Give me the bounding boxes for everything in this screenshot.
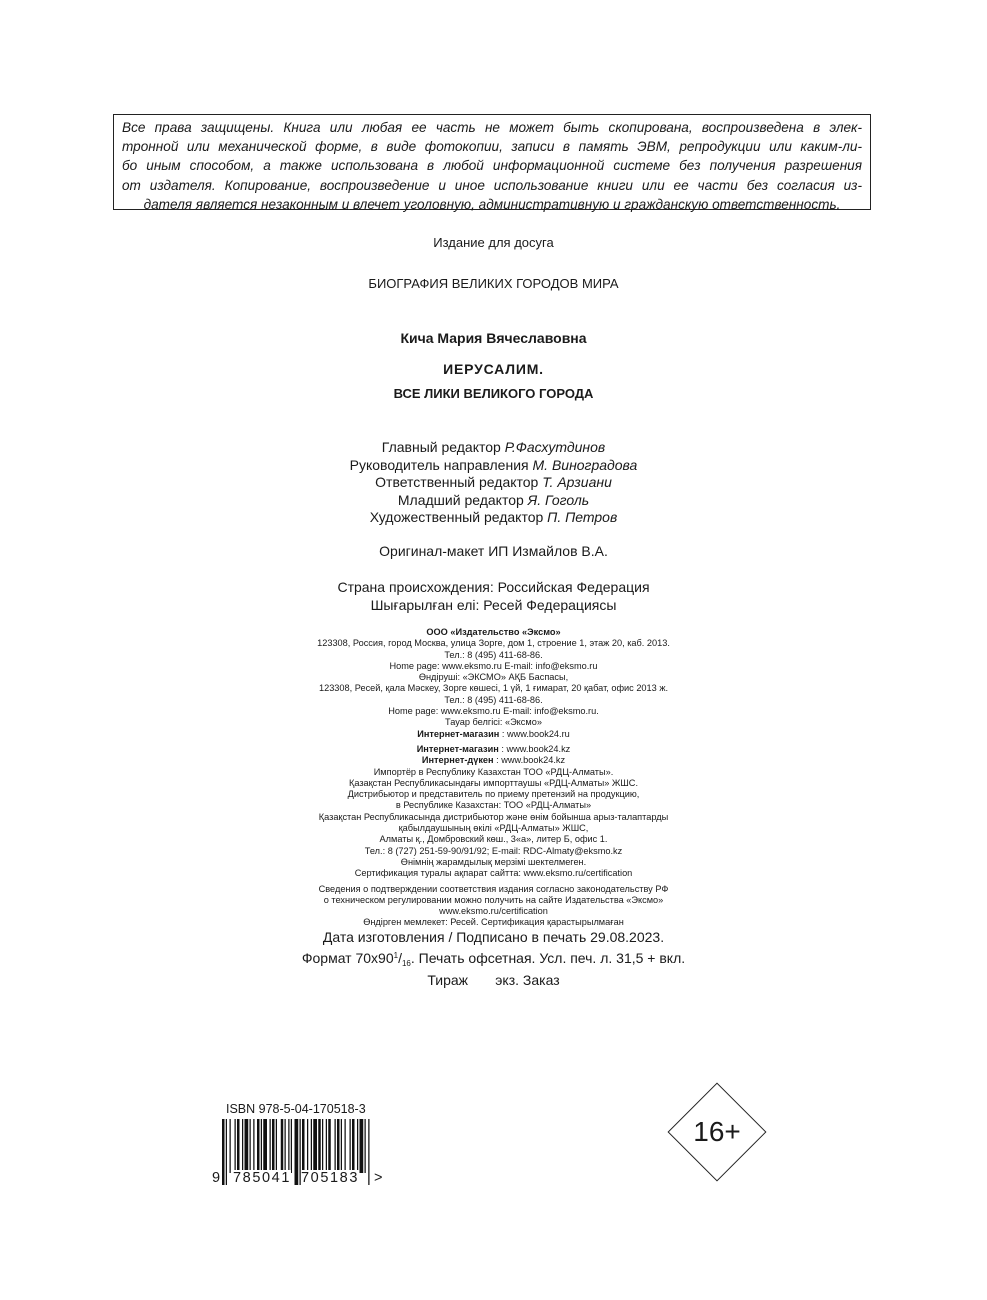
barcode-bar <box>291 1119 292 1173</box>
barcode-bar <box>288 1119 289 1173</box>
rights-notice-line: дателя является незаконным и влечет уголовную, административную и гражданскую ответственность. <box>143 196 841 212</box>
credit-role: Младший редактор <box>397 491 524 508</box>
barcode-bar <box>302 1119 305 1173</box>
importer-line: Импортёр в Республику Казахстан ТОО «РДЦ-Алматы». <box>373 766 614 777</box>
print-date: Дата изготовления / Подписано в печать 29.08.2023. <box>322 929 665 945</box>
barcode-bar <box>295 1119 299 1185</box>
barcode-bar <box>341 1119 342 1173</box>
publisher-line: Тел.: 8 (495) 411-68-86. <box>444 649 543 660</box>
importer-line: қабылдаушының өкілі «РДЦ-Алматы» ЖШС, <box>398 823 589 834</box>
barcode-bar <box>270 1119 271 1173</box>
layout-credit: Оригинал-макет ИП Измайлов В.А. <box>379 543 608 559</box>
rights-notice-line: бо иным способом, а также использована в любой информационной системе без получения разрешения <box>122 158 862 174</box>
barcode-bar <box>365 1119 366 1173</box>
barcode-bar <box>335 1119 336 1173</box>
barcode-bar <box>285 1119 286 1173</box>
credit-line <box>0 492 987 510</box>
barcode-bar <box>253 1119 254 1173</box>
rights-notice-line: Все права защищены. Книга или любая ее часть не может быть скопирована, воспроизведена в элек- <box>122 120 862 135</box>
online-shop-url: : www.book24.kz <box>498 743 571 754</box>
publisher-line: Тауар белгісі: «Эксмо» <box>445 717 542 728</box>
print-details <box>0 929 987 990</box>
barcode-bar <box>237 1119 240 1173</box>
country-of-origin-ru: Страна происхождения: Российская Федерация <box>337 579 650 595</box>
importer-line: Сертификация туралы ақпарат сайтта: www.eksmo.ru/certification <box>354 868 633 879</box>
importer-line: Қазақстан Республикасында дистрибьютор және өнім бойынша арыз-талаптарды <box>318 811 669 822</box>
credit-name: Т. Арзиани <box>542 474 612 491</box>
barcode-bar <box>322 1119 323 1173</box>
certification-line: Өндірген мемлекет: Ресей. Сертификация қарастырылмаған <box>363 917 624 928</box>
importer-line: Тел.: 8 (727) 251-59-90/91/92; E-mail: RDC-Almaty@eksmo.kz <box>364 845 623 856</box>
importer-line: Өнімнің жарамдылық мерзімі шектелмеген. <box>400 856 587 867</box>
barcode-bar <box>337 1119 340 1173</box>
certification-line: о техническом регулировании можно получить на сайте Издательства «Эксмо» <box>323 894 664 905</box>
importer-line: Дистрибьютор и представитель по приему претензий на продукцию, <box>347 789 640 800</box>
barcode-bar <box>257 1119 260 1173</box>
age-rating-text: 16+ <box>693 1116 741 1147</box>
barcode-bar <box>368 1119 369 1185</box>
publisher-name: ООО «Издательство «Эксмо» <box>426 627 561 637</box>
online-shop-kz-alt <box>0 755 987 766</box>
publisher-line: 123308, Россия, город Москва, улица Зорге, дом 1, строение 1, этаж 20, каб. 2013. <box>317 638 670 649</box>
print-run-order <box>0 972 987 990</box>
barcode-bar <box>352 1119 355 1173</box>
editorial-credits <box>0 439 987 527</box>
barcode-bar <box>222 1119 225 1185</box>
publisher-line: Home page: www.eksmo.ru E-mail: info@eksmo.ru <box>389 660 598 671</box>
book-subtitle: ВСЕ ЛИКИ ВЕЛИКОГО ГОРОДА <box>393 386 594 401</box>
online-shop-ru <box>0 729 987 740</box>
barcode-bar <box>345 1119 346 1173</box>
certification-line: Сведения о подтверждении соответствия издания согласно законодательству РФ <box>318 883 669 894</box>
credit-name: П. Петров <box>547 509 618 526</box>
publisher-info <box>0 627 987 929</box>
online-shop-url: : www.book24.ru <box>499 728 570 739</box>
barcode-bar <box>230 1119 231 1173</box>
format-numerator: 1 <box>393 950 399 960</box>
importer-line: в Республике Казахстан: ТОО «РДЦ-Алматы» <box>395 800 592 811</box>
online-shop-label: Интернет-дүкен <box>421 755 494 766</box>
edition-type: Издание для досуга <box>433 235 554 250</box>
barcode-bar <box>272 1119 275 1173</box>
credit-role: Главный редактор <box>381 439 501 455</box>
credit-name: Р.Фасхутдинов <box>504 439 606 455</box>
barcode-bar <box>318 1119 321 1173</box>
format-denominator: 16 <box>401 958 411 968</box>
order-label: экз. Заказ <box>495 972 560 989</box>
credit-role: Художественный редактор <box>369 509 544 526</box>
barcode-bar <box>360 1119 364 1173</box>
online-shop-label: Интернет-магазин <box>416 743 499 754</box>
credit-line <box>0 439 987 457</box>
barcode-bar <box>242 1119 243 1173</box>
certification-line: www.eksmo.ru/certification <box>439 906 548 917</box>
barcode-bar <box>311 1119 312 1173</box>
barcode-bar <box>263 1119 267 1173</box>
barcode-bar <box>245 1119 249 1173</box>
barcode-bar <box>326 1119 327 1173</box>
barcode-bar <box>357 1119 358 1173</box>
barcode-bar <box>307 1119 308 1173</box>
barcode-digit-first: 9 <box>212 1170 222 1186</box>
print-run-label: Тираж <box>427 972 469 989</box>
publisher-line: Өндіруші: «ЭКСМО» АҚБ Баспасы, <box>418 672 569 683</box>
barcode-bar <box>350 1119 351 1173</box>
rights-notice-box <box>113 114 871 210</box>
credit-line <box>0 457 987 475</box>
rights-notice-line: тронной или механической форме, в виде фотокопии, записи в память ЭВМ, репродукции или каким-ли- <box>122 139 862 155</box>
credit-name: Я. Гоголь <box>527 491 590 508</box>
publisher-line: 123308, Ресей, қала Мәскеу, Зорге көшесі, 1 үй, 1 ғимарат, 20 қабат, офис 2013 ж. <box>318 683 669 694</box>
publisher-line: Тел.: 8 (495) 411-68-86. <box>444 694 543 705</box>
barcode-bar <box>276 1119 277 1173</box>
print-run-blank <box>468 972 495 988</box>
importer-line: Алматы қ., Домбровский көш., 3«а», литер Б, офис 1. <box>379 834 608 845</box>
format-separator: / <box>398 949 402 966</box>
format-prefix: Формат 70х90 <box>301 949 394 966</box>
publisher-line: Home page: www.eksmo.ru E-mail: info@eksmo.ru. <box>388 706 599 717</box>
credit-line <box>0 509 987 527</box>
print-format <box>0 947 987 973</box>
barcode-bar <box>261 1119 262 1173</box>
format-suffix: . Печать офсетная. Усл. печ. л. 31,5 + вкл. <box>410 949 686 966</box>
isbn-number: ISBN 978-5-04-170518-3 <box>226 1102 366 1116</box>
barcode-digits-group1: 785041 <box>233 1170 291 1186</box>
barcode-bar <box>235 1119 236 1173</box>
barcode-bar <box>328 1119 331 1173</box>
barcode-bar <box>313 1119 317 1173</box>
credit-name: М. Виноградова <box>532 456 638 473</box>
online-shop-kz <box>0 744 987 755</box>
barcode-bar <box>250 1119 251 1173</box>
country-of-origin-kz: Шығарылған елі: Ресей Федерациясы <box>370 597 617 613</box>
barcode-digits-group2: 705183 <box>301 1170 359 1186</box>
online-shop-url: : www.book24.kz <box>493 755 566 766</box>
author-name: Кича Мария Вячеславовна <box>400 330 587 346</box>
barcode-bar <box>226 1119 227 1185</box>
credit-role: Ответственный редактор <box>375 474 539 491</box>
online-shop-label: Интернет-магазин <box>417 728 500 739</box>
credit-line <box>0 474 987 492</box>
series-name: БИОГРАФИЯ ВЕЛИКИХ ГОРОДОВ МИРА <box>368 276 619 291</box>
rights-notice-line: от издателя. Копирование, воспроизведение и иное использование книги или ее части без согласия из- <box>122 177 862 193</box>
book-title: ИЕРУСАЛИМ. <box>443 361 544 377</box>
importer-line: Қазақстан Республикасындағы импорттаушы «РДЦ-Алматы» ЖШС. <box>348 777 638 788</box>
credit-role: Руководитель направления <box>349 456 529 473</box>
barcode-arrow: > <box>374 1170 385 1186</box>
age-rating-badge <box>668 1083 766 1181</box>
barcode-bar <box>281 1119 284 1173</box>
